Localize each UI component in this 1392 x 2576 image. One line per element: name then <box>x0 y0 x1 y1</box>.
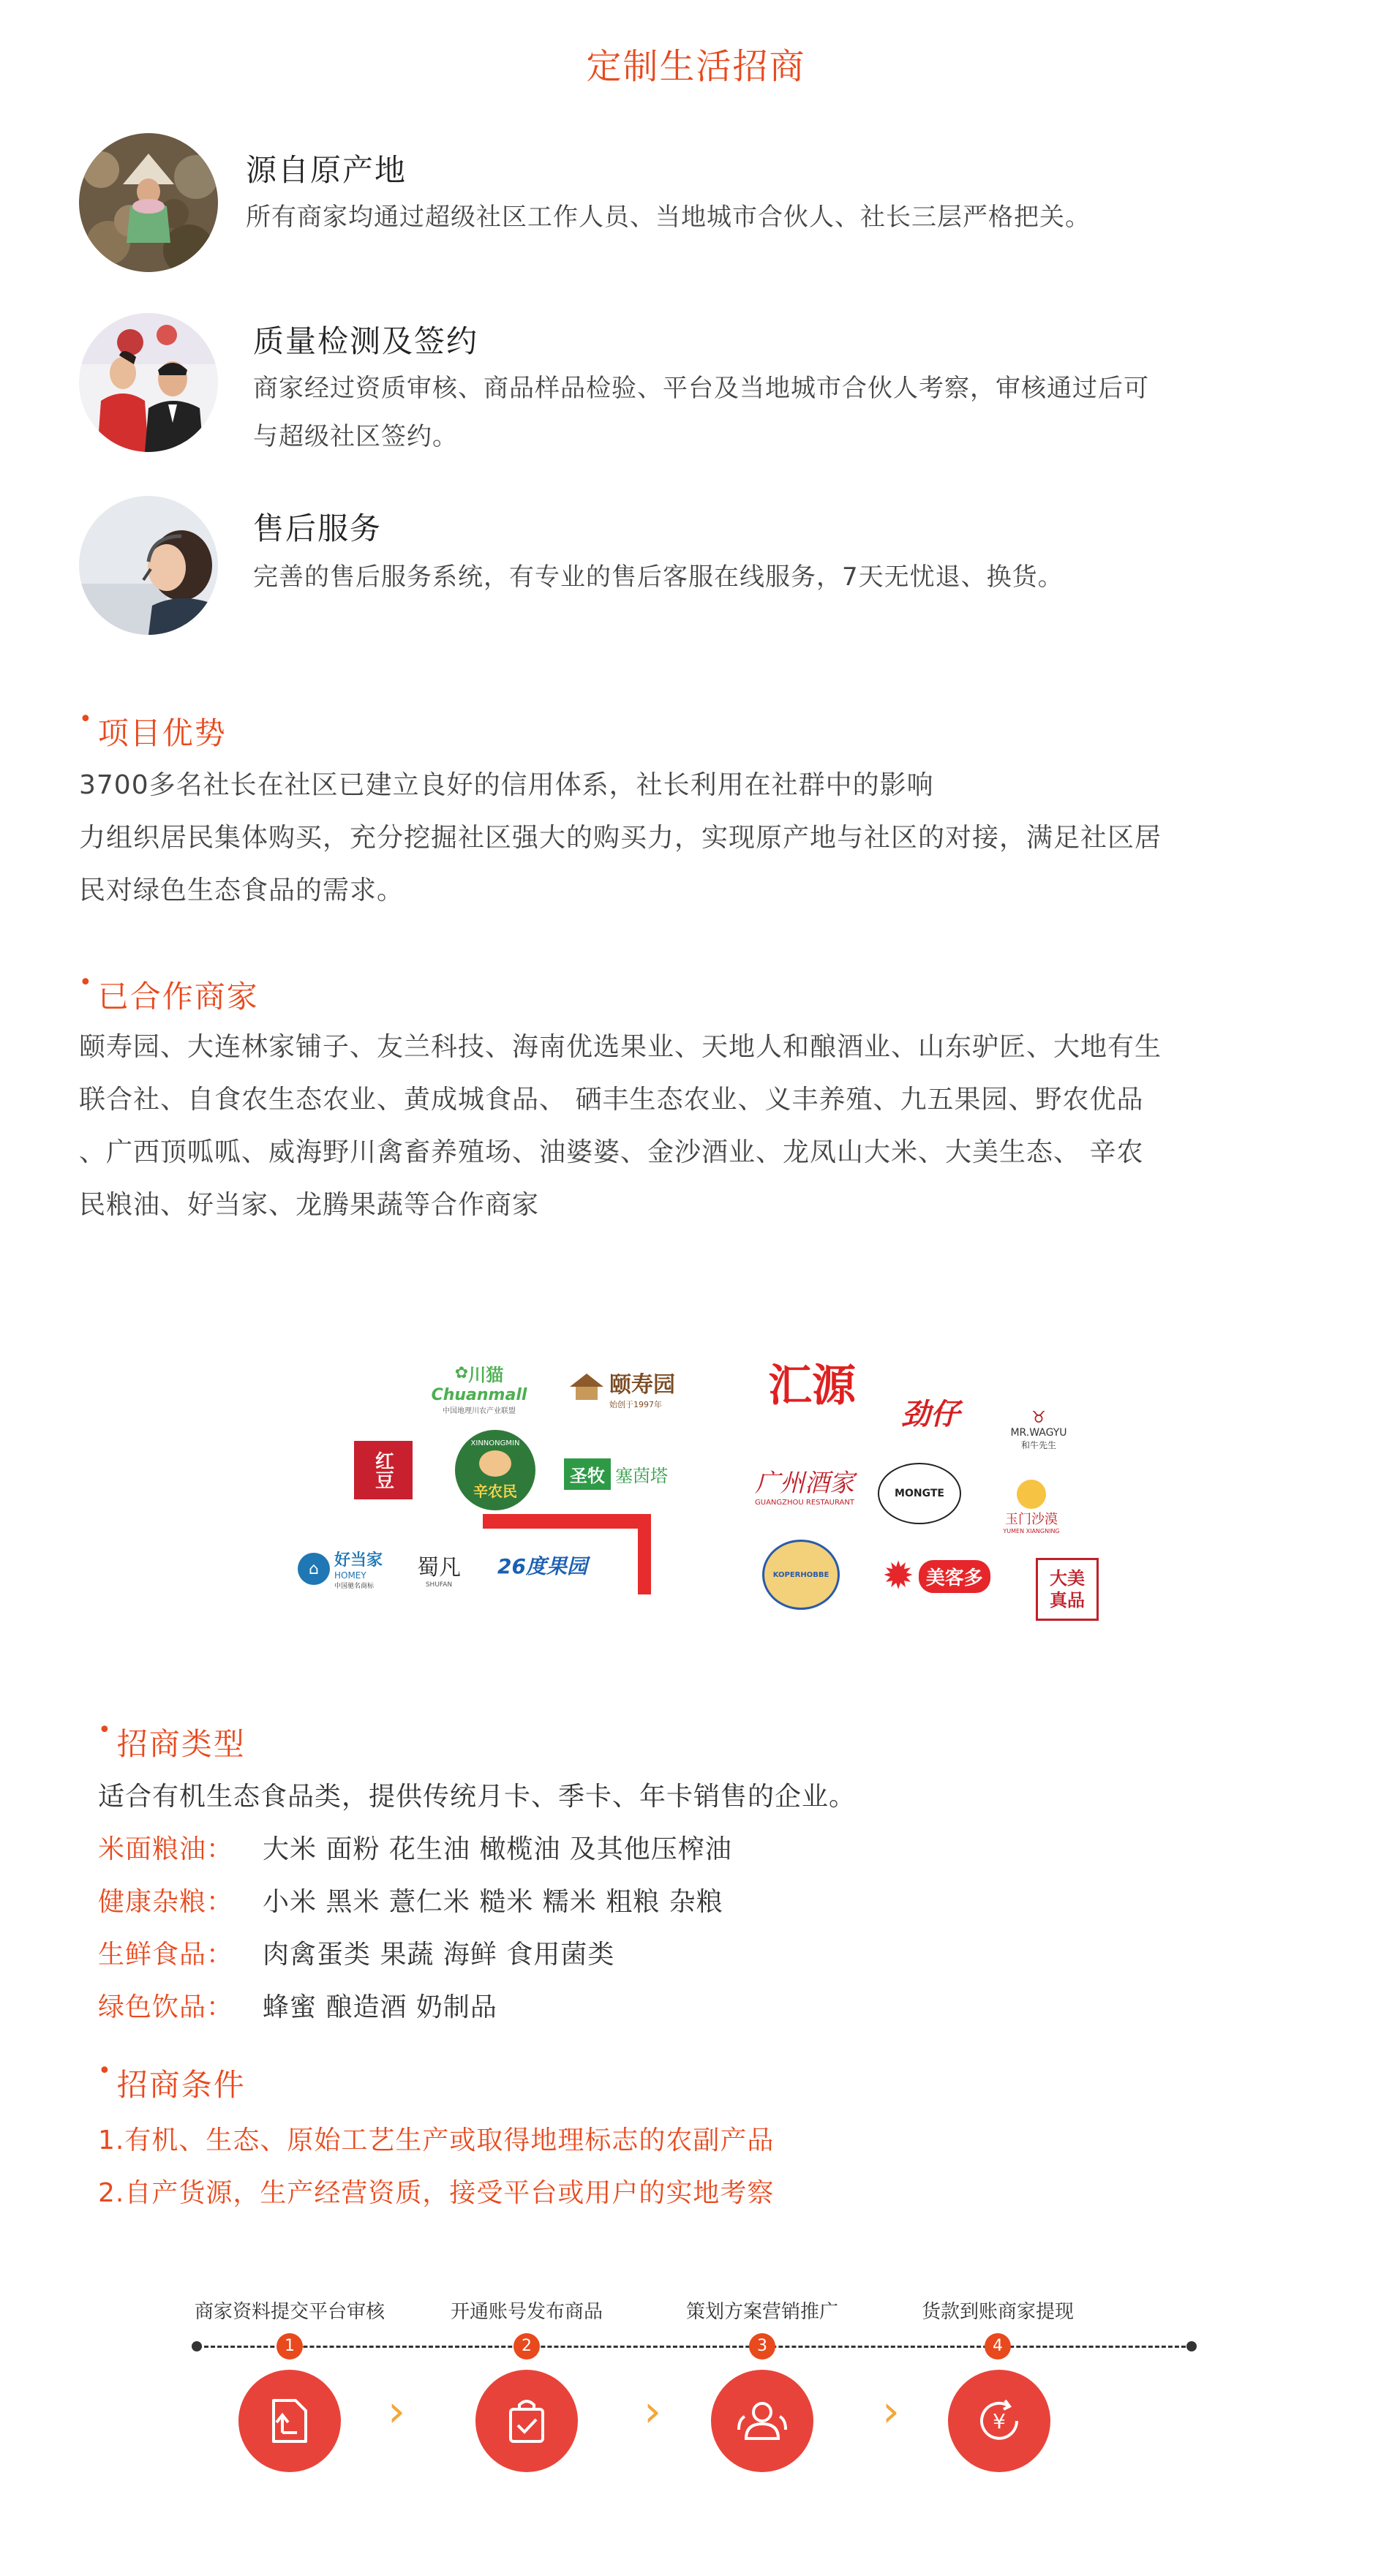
advantage-heading: • 项目优势 <box>79 707 227 751</box>
chevron-right-icon: › <box>882 2386 900 2437</box>
yumenxiang-logo: 玉门沙漠 YUMEN XIANGNING <box>987 1474 1075 1540</box>
advantage-line: 力组织居民集体购买，充分挖掘社区强大的购买力，实现原产地与社区的对接，满足社区居 <box>79 823 1162 853</box>
page-title: 定制生活招商 <box>586 46 806 87</box>
farmer-face-icon <box>479 1450 511 1477</box>
timeline-end-dot <box>1186 2341 1197 2351</box>
step-number: 3 <box>749 2333 775 2360</box>
feature-title: 质量检测及签约 <box>253 323 479 359</box>
hongyu-logo: 红豆 <box>354 1441 413 1499</box>
conditions-heading: • 招商条件 <box>98 2058 246 2103</box>
type-row: 健康杂粮： 小米 黑米 薏仁米 糙米 糯米 粗粮 杂粮 <box>98 1887 723 1917</box>
advantage-line: 民对绿色生态食品的需求。 <box>79 875 405 905</box>
step-4-button[interactable] <box>948 2370 1050 2472</box>
types-intro: 适合有机生态食品类，提供传统月卡、季卡、年卡销售的企业。 <box>98 1782 857 1812</box>
type-row: 绿色饮品： 蜂蜜 酿造酒 奶制品 <box>98 1992 497 2022</box>
sunburst-icon: ✹ <box>882 1554 914 1598</box>
types-heading: • 招商类型 <box>98 1717 246 1762</box>
xinnongmin-logo: XINNONGMIN 辛农民 <box>455 1430 535 1510</box>
shufan-logo: 蜀凡 SHUFAN <box>417 1555 461 1589</box>
flower-icon <box>1017 1480 1046 1509</box>
support-photo <box>79 496 218 635</box>
step-number: 4 <box>985 2333 1011 2360</box>
svg-text:¥: ¥ <box>993 2409 1006 2433</box>
bag-check-icon <box>500 2395 553 2447</box>
step-label: 商家资料提交平台审核 <box>194 2301 385 2323</box>
condition-item: 2.自产货源，生产经营资质，接受平台或用户的实地考察 <box>98 2178 775 2208</box>
partners-line: 、广西顶呱呱、威海野川禽畜养殖场、油婆婆、金沙酒业、龙凤山大米、大美生态、 辛农 <box>79 1137 1144 1167</box>
chevron-right-icon: › <box>388 2386 405 2437</box>
step-label: 策划方案营销推广 <box>685 2301 838 2323</box>
pavilion-icon <box>568 1372 605 1404</box>
chevron-right-icon: › <box>644 2386 661 2437</box>
step-2-button[interactable] <box>475 2370 578 2472</box>
step-number: 2 <box>513 2333 540 2360</box>
haodangjia-logo: ⌂ 好当家 HOMEY 中国驰名商标 <box>285 1543 395 1594</box>
yishouyuan-logo: 颐寿园 始创于1997年 <box>552 1366 691 1410</box>
document-upload-icon <box>263 2395 316 2447</box>
step-3-button[interactable] <box>711 2370 813 2472</box>
shengmu-logo: 圣牧 塞茵塔 <box>550 1455 682 1492</box>
advantage-line: 3700多名社长在社区已建立良好的信用体系，社长利用在社群中的影响 <box>79 770 934 800</box>
step-label: 货款到账商家提现 <box>921 2301 1074 2323</box>
type-row: 生鲜食品： 肉禽蛋类 果蔬 海鲜 食用菌类 <box>98 1940 615 1970</box>
partners-line: 颐寿园、大连林家铺子、友兰科技、海南优选果业、天地人和酿酒业、山东驴匠、大地有生 <box>79 1032 1162 1062</box>
feature-desc: 所有商家均通过超级社区工作人员、当地城市合伙人、社长三层严格把关。 <box>246 203 1091 232</box>
meikeduo-logo: ✹ 美客多 <box>856 1551 1017 1602</box>
partners-line: 联合社、自食农生态农业、黄成城食品、 硒丰生态农业、义丰养殖、九五果园、野农优品 <box>79 1085 1144 1115</box>
dameizhenpin-logo: 大美真品 <box>1036 1558 1099 1621</box>
guangzhou-restaurant-logo: 广州酒家 GUANGZHOU RESTAURANT <box>755 1469 854 1507</box>
feature-desc: 商家经过资质审核、商品样品检验、平台及当地城市合伙人考察，审核通过后可 <box>253 374 1149 403</box>
yuan-refresh-icon <box>973 2395 1026 2447</box>
timeline-start-dot <box>192 2341 202 2351</box>
huiyuan-logo: 汇源 <box>768 1360 856 1412</box>
bull-icon: ♉ <box>1031 1409 1046 1427</box>
step-label: 开通账号发布商品 <box>450 2301 603 2323</box>
users-icon <box>734 2395 790 2447</box>
guoyuan-logo: 26度果园 <box>483 1514 651 1594</box>
koperhobbe-logo: KOPERHOBBE <box>762 1540 840 1610</box>
chuanmall-logo: ✿ 川猫 Chuanmall 中国地理川农产业联盟 <box>431 1363 527 1415</box>
condition-item: 1.有机、生态、原始工艺生产或取得地理标志的农副产品 <box>98 2125 775 2155</box>
mrwagyu-logo: ♉ MR.WAGYU 和牛先生 <box>1010 1409 1067 1450</box>
feature-title: 售后服务 <box>253 511 383 546</box>
step-number: 1 <box>276 2333 303 2360</box>
step-1-button[interactable] <box>238 2370 341 2472</box>
farmer-photo <box>79 133 218 272</box>
mongte-logo: MONGTE <box>878 1463 961 1524</box>
feature-desc: 完善的售后服务系统，有专业的售后客服在线服务，7天无忧退、换货。 <box>253 562 1064 592</box>
type-row: 米面粮油： 大米 面粉 花生油 橄榄油 及其他压榨油 <box>98 1834 732 1864</box>
partners-heading: • 已合作商家 <box>79 970 259 1014</box>
partners-line: 民粮油、好当家、龙腾果蔬等合作商家 <box>79 1190 540 1220</box>
house-icon: ⌂ <box>298 1553 330 1585</box>
jinzai-logo: 劲仔 <box>901 1397 960 1431</box>
signing-photo <box>79 313 218 452</box>
timeline-line <box>197 2346 1192 2348</box>
feature-title: 源自原产地 <box>246 152 407 188</box>
feature-desc: 与超级社区签约。 <box>253 422 458 451</box>
leaf-icon: ✿ <box>454 1363 469 1382</box>
